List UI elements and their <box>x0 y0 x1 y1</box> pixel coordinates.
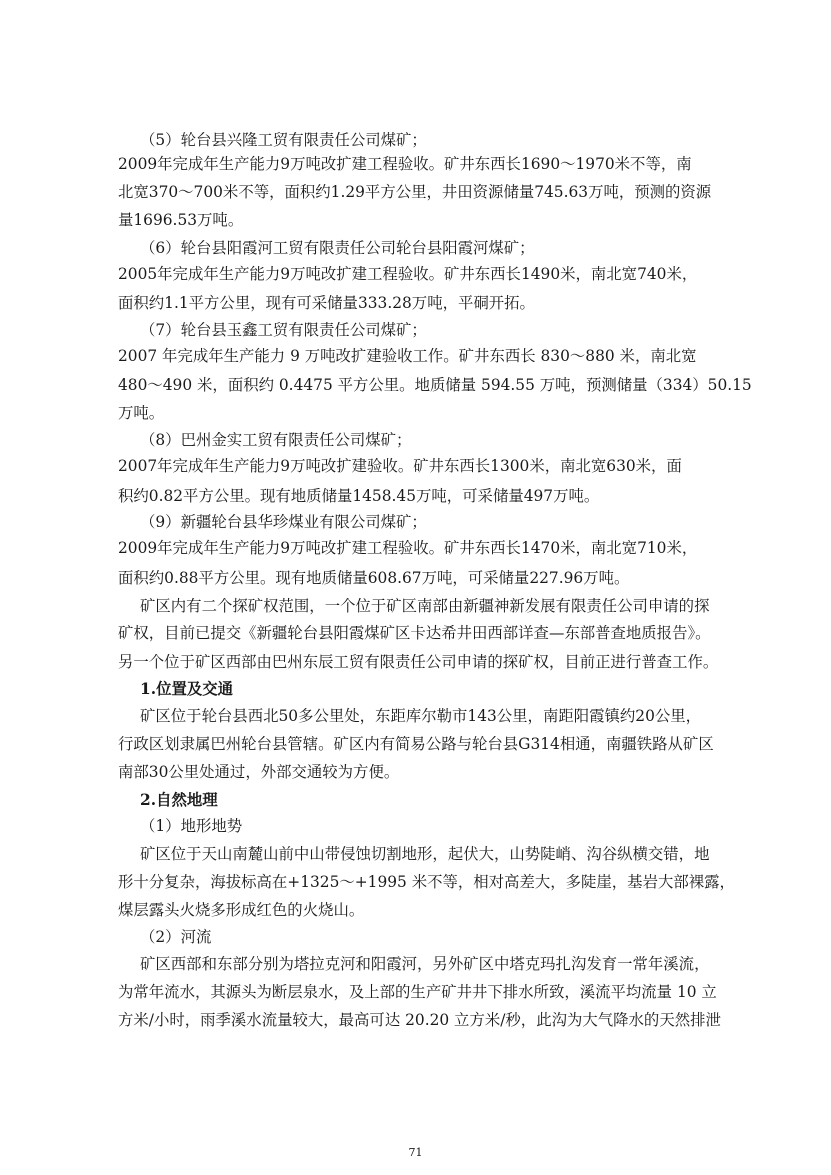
paragraph-line: 行政区划隶属巴州轮台县管辖。矿区内有简易公路与轮台县G314相通，南疆铁路从矿区 <box>118 735 714 753</box>
paragraph-line: 北宽370～700米不等，面积约1.29平方公里，井田资源储量745.63万吨，预测的资源 <box>118 183 712 201</box>
page-number: 71 <box>408 1146 423 1159</box>
paragraph-line: 2009年完成年生产能力9万吨改扩建工程验收。矿井东西长1470米，南北宽710米， <box>118 539 698 557</box>
paragraph-line: 面积约0.88平方公里。现有地质储量608.67万吨，可采储量227.96万吨。 <box>118 569 630 587</box>
paragraph-line: 2007年完成年生产能力9万吨改扩建验收。矿井东西长1300米，南北宽630米，面 <box>118 457 682 475</box>
paragraph-line: 积约0.82平方公里。现有地质储量1458.45万吨，可采储量497万吨。 <box>118 487 600 505</box>
paragraph-line: 2005年完成年生产能力9万吨改扩建工程验收。矿井东西长1490米，南北宽740米， <box>118 265 698 283</box>
paragraph-line: 面积约1.1平方公里，现有可采储量333.28万吨，平硐开拓。 <box>118 294 535 312</box>
subheading-9: （9）新疆轮台县华珍煤业有限公司煤矿； <box>140 513 427 531</box>
section-heading-location: 1.位置及交通 <box>140 680 234 698</box>
paragraph-line: 2009年完成年生产能力9万吨改扩建工程验收。矿井东西长1690～1970米不等，南 <box>118 155 692 173</box>
subheading-terrain: （1）地形地势 <box>140 817 243 835</box>
paragraph-line: 形十分复杂，海拔标高在+1325～+1995 米不等，相对高差大，多陡崖，基岩大部裸露， <box>118 873 735 891</box>
subheading-7: （7）轮台县玉鑫工贸有限责任公司煤矿； <box>140 321 427 339</box>
paragraph-line: 南部30公里处通过，外部交通较为方便。 <box>118 763 400 781</box>
subheading-rivers: （2）河流 <box>140 928 212 946</box>
paragraph-line: 矿区位于轮台县西北50多公里处，东距库尔勒市143公里，南距阳霞镇约20公里， <box>140 707 702 725</box>
paragraph-line: 2007 年完成年生产能力 9 万吨改扩建验收工作。矿井东西长 830～880 米，南北宽 <box>118 347 697 365</box>
paragraph-line: 矿权，目前已提交《新疆轮台县阳霞煤矿区卡达希井田西部详查—东部普查地质报告》。 <box>118 624 711 642</box>
paragraph-line: 万吨。 <box>118 404 165 422</box>
subheading-6: （6）轮台县阳霞河工贸有限责任公司轮台县阳霞河煤矿； <box>140 239 535 257</box>
paragraph-line: 480～490 米，面积约 0.4475 平方公里。地质储量 594.55 万吨，预测储量（334）50.15 <box>118 376 752 394</box>
paragraph-line: 矿区位于天山南麓山前中山带侵蚀切割地形，起伏大，山势陡峭、沟谷纵横交错，地 <box>140 845 710 863</box>
paragraph-line: 量1696.53万吨。 <box>118 211 244 229</box>
section-heading-geography: 2.自然地理 <box>140 791 218 809</box>
paragraph-line: 为常年流水，其源头为断层泉水，及上部的生产矿井井下排水所致，溪流平均流量 10 立 <box>118 983 717 1001</box>
subheading-5: （5）轮台县兴隆工贸有限责任公司煤矿； <box>140 131 427 149</box>
paragraph-line: 另一个位于矿区西部由巴州东辰工贸有限责任公司申请的探矿权，目前正进行普查工作。 <box>118 653 719 671</box>
paragraph-line: 矿区西部和东部分别为塔拉克河和阳霞河，另外矿区中塔克玛扎沟发育一常年溪流， <box>140 955 710 973</box>
subheading-8: （8）巴州金实工贸有限责任公司煤矿； <box>140 431 412 449</box>
paragraph-line: 煤层露头火烧多形成红色的火烧山。 <box>118 901 365 919</box>
paragraph-line: 矿区内有二个探矿权范围，一个位于矿区南部由新疆神新发展有限责任公司申请的探 <box>140 597 710 615</box>
paragraph-line: 方米/小时，雨季溪水流量较大，最高可达 20.20 立方米/秒，此沟为大气降水的天然排泄 <box>118 1011 721 1029</box>
